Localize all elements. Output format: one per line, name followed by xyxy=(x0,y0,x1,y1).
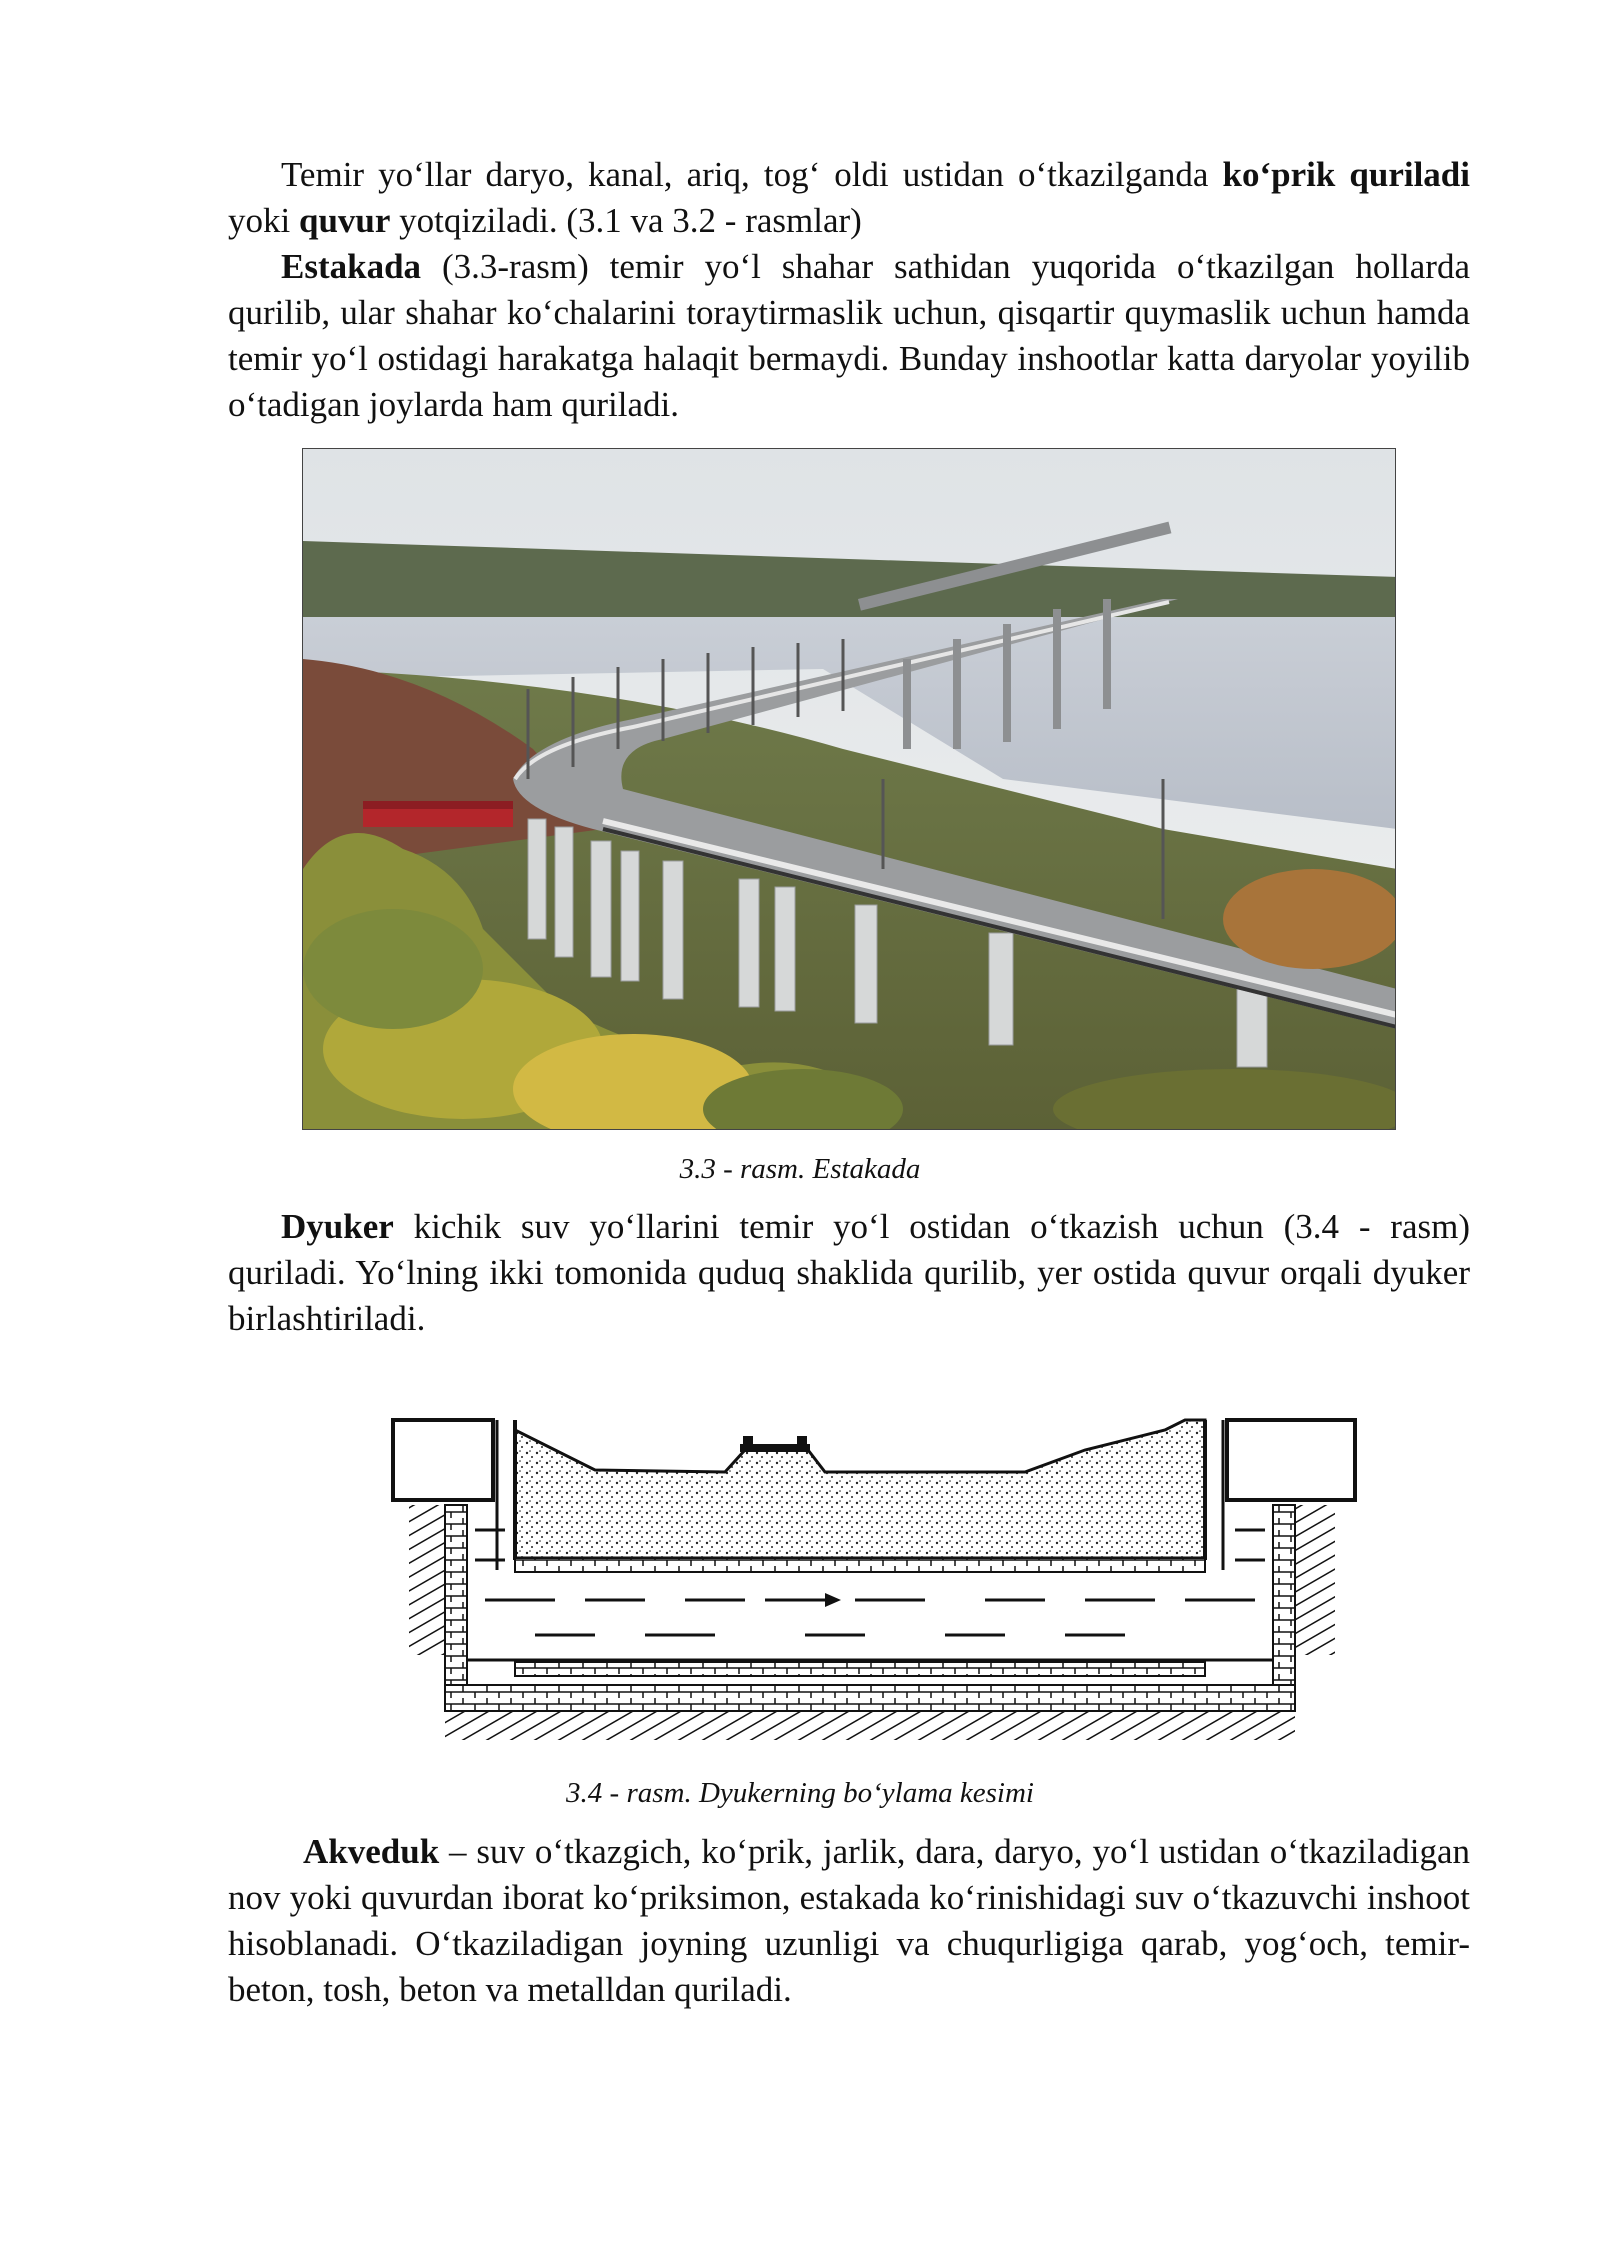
p4-bold-akveduk: Akveduk xyxy=(303,1832,440,1871)
p1-text-2: yoki xyxy=(228,201,299,240)
figure-3-4-caption: 3.4 - rasm. Dyukerning bo‘ylama kesimi xyxy=(566,1777,1034,1809)
paragraph-akveduk xyxy=(228,1829,1470,2013)
p1-text-1: Temir yo‘llar daryo, kanal, ariq, tog‘ oldi ustidan o‘tkazilganda xyxy=(281,155,1223,194)
p4-text: – suv o‘tkazgich, ko‘prik, jarlik, dara, daryo, yo‘l ustidan o‘tkaziladigan nov yoki quvurdan iborat ko‘priksimon, estakada ko‘rinishidagi suv o‘tkazuvchi inshoot hisoblanadi. O‘tkaziladigan joyning uzunligi va chuqurligiga qarab, yog‘och, temir-beton, tosh, beton va metalldan quriladi. xyxy=(228,1832,1470,2009)
p1-bold-bridge: ko‘prik quriladi xyxy=(1222,155,1470,194)
p3-bold-dyuker: Dyuker xyxy=(281,1207,394,1246)
paragraph-bridges xyxy=(228,152,1470,244)
paragraph-estakada xyxy=(228,244,1470,428)
p2-text: (3.3-rasm) temir yo‘l shahar sathidan yuqorida o‘tkazilgan hollarda qurilib, ular shahar ko‘chalarini toraytirmaslik uchun, qisqartir quymaslik uchun hamda temir yo‘l ostidagi harakatga halaqit bermaydi. Bunday inshootlar katta daryolar yoyilib o‘tadigan joylarda ham quriladi. xyxy=(228,247,1470,424)
p1-text-3: yotqiziladi. (3.1 va 3.2 - rasmlar) xyxy=(390,201,862,240)
estakada-photo xyxy=(302,448,1396,1130)
paragraph-dyuker xyxy=(228,1204,1470,1342)
p1-bold-pipe: quvur xyxy=(298,201,391,240)
figure-3-3-caption: 3.3 - rasm. Estakada xyxy=(679,1153,921,1185)
p2-bold-estakada: Estakada xyxy=(281,247,422,286)
dyuker-section-diagram xyxy=(385,1410,1365,1750)
p3-text: kichik suv yo‘llarini temir yo‘l ostidan o‘tkazish uchun (3.4 - rasm) quriladi. Yo‘lning ikki tomonida quduq shaklida qurilib, yer ostida quvur orqali dyuker birlashtiriladi. xyxy=(228,1207,1470,1338)
